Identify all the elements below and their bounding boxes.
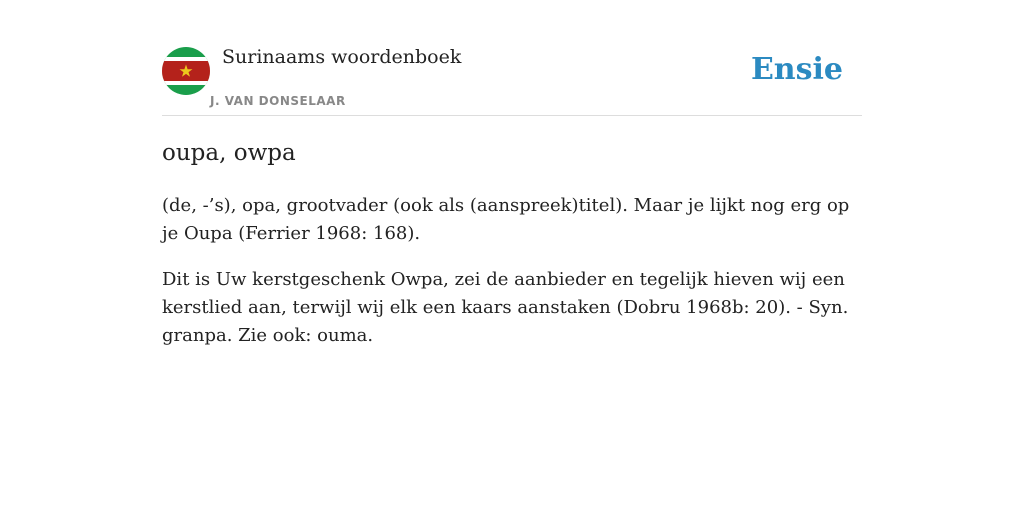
definition-paragraph: Dit is Uw kerstgeschenk Owpa, zei de aanbieder en tegelijk hieven wij een kerstlied aan, terwijl wij elk een kaars aanstaken (Dobru 1968b: 20). - Syn. granpa. Zie ook: ouma. xyxy=(162,269,849,346)
page-container xyxy=(162,0,862,346)
suriname-flag-icon[interactable] xyxy=(162,47,210,95)
dictionary-author: J. VAN DONSELAAR xyxy=(210,94,346,108)
header xyxy=(162,0,862,116)
entry-title: oupa, owpa xyxy=(162,140,296,166)
dictionary-title[interactable]: Surinaams woordenboek xyxy=(222,46,462,68)
definition-paragraph: (de, -’s), opa, grootvader (ook als (aanspreek)titel). Maar je lijkt nog erg op je Oupa (Ferrier 1968: 168). xyxy=(162,195,850,244)
brand-logo-link[interactable]: Ensie xyxy=(750,52,843,87)
entry-definition xyxy=(162,192,864,368)
